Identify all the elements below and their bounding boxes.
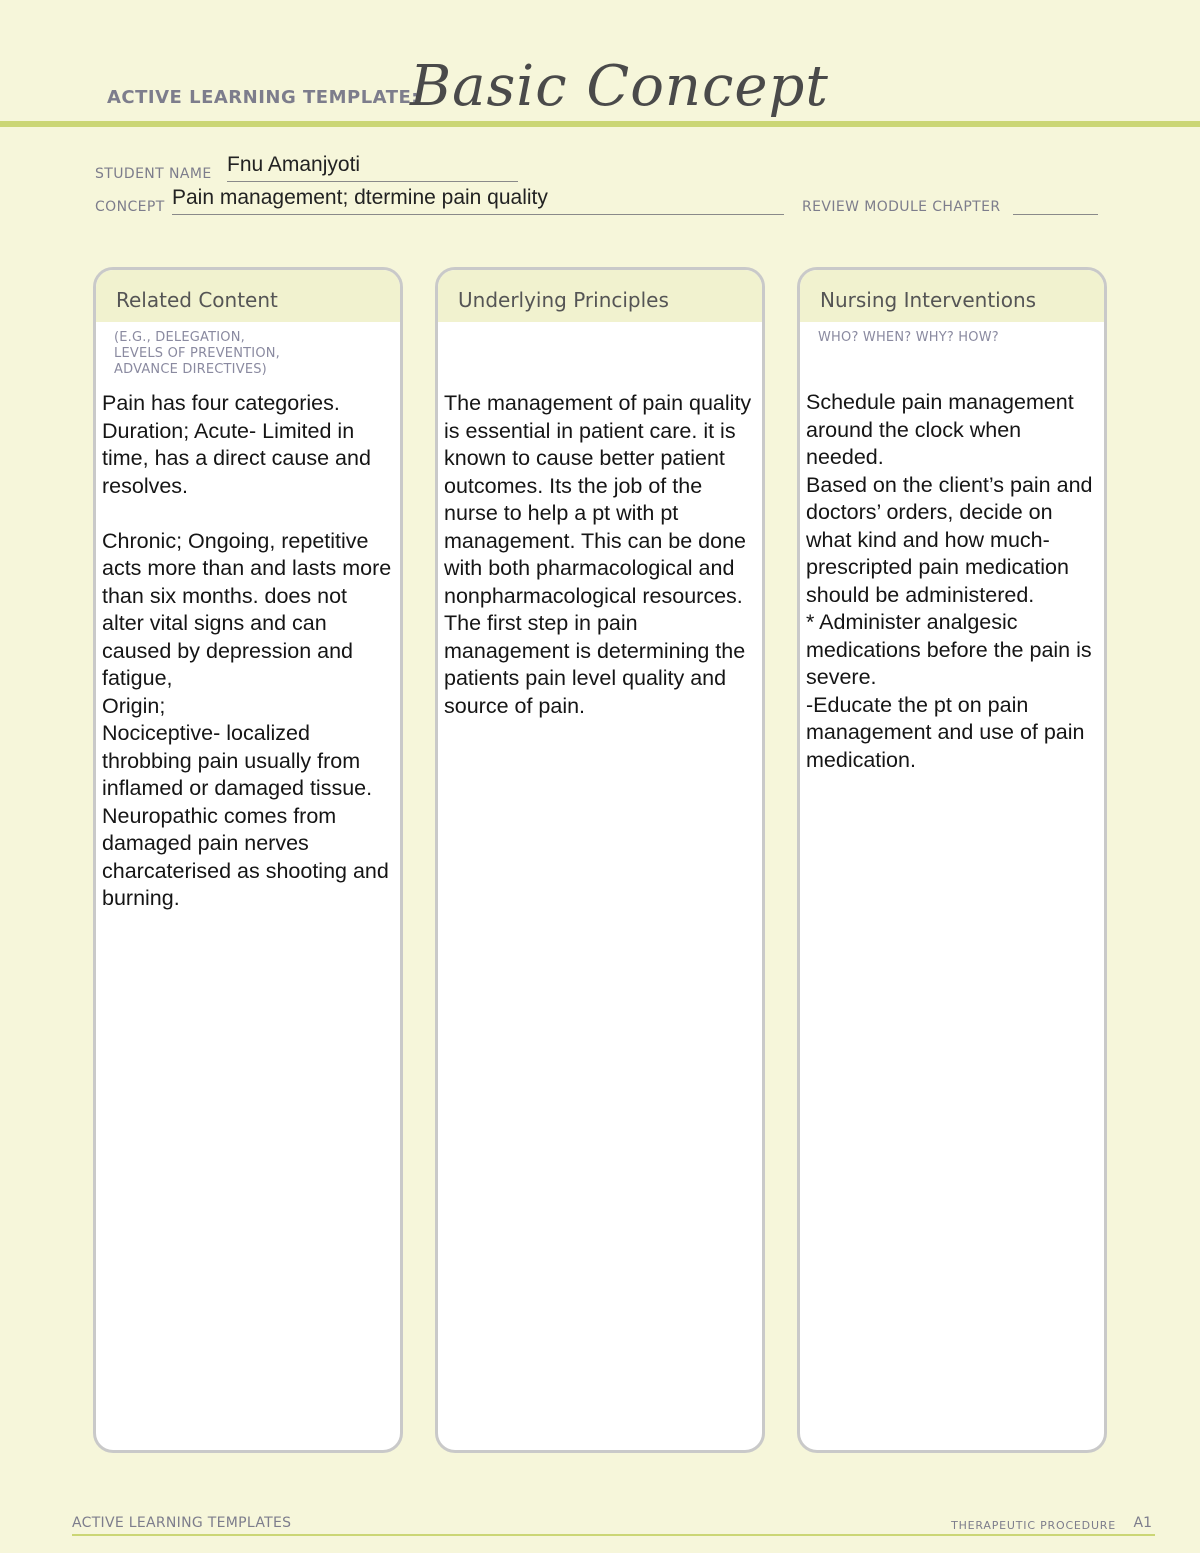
paragraph: The management of pain quality is essential in patient care. it is known to cause better patient outcomes. Its the job of the nurse to help a pt with pt management. This can be done with both pharmacological and nonpharmacological resources. The first step in pain management is determining the patients pain level quality and source of pain. [444, 391, 752, 718]
underlying-principles-heading: Underlying Principles [438, 270, 762, 322]
header-divider [0, 121, 1200, 127]
related-content-panel [93, 267, 403, 1453]
nursing-interventions-panel [797, 267, 1107, 1453]
page-header [0, 0, 1200, 128]
student-name-underline [227, 181, 518, 182]
review-module-field[interactable] [1013, 214, 1098, 215]
student-name-field[interactable]: Fnu Amanjyoti [227, 153, 361, 176]
paragraph: Chronic; Ongoing, repetitive acts more than and lasts more than six months. does not alter vital signs and can caused by depression and fatigue, [102, 528, 392, 690]
subtitle-line: (E.G., DELEGATION, [114, 330, 245, 345]
underlying-principles-text[interactable] [444, 390, 756, 720]
footer-procedure-label: THERAPEUTIC PROCEDURE [951, 1519, 1116, 1532]
concept-field[interactable]: Pain management; dtermine pain quality [172, 186, 548, 209]
related-content-text[interactable] [102, 390, 394, 913]
template-label: ACTIVE LEARNING TEMPLATE: [107, 87, 419, 108]
paragraph: Duration; Acute- Limited in time, has a direct cause and resolves. [102, 418, 371, 498]
paragraph: Based on the client’s pain and doctors’ orders, decide on what kind and how much-prescripted pain medication should be administered. [806, 472, 1093, 607]
subtitle-line: LEVELS OF PREVENTION, [114, 346, 281, 361]
paragraph: Nociceptive- localized throbbing pain usually from inflamed or damaged tissue. [102, 721, 373, 800]
nursing-interventions-subtitle [800, 322, 1104, 346]
footer-divider [72, 1534, 1155, 1536]
concept-label: CONCEPT [95, 199, 165, 215]
page-title: Basic Concept [410, 54, 829, 119]
review-module-label: REVIEW MODULE CHAPTER [802, 199, 1001, 215]
related-content-heading: Related Content [96, 270, 400, 322]
underlying-principles-panel [435, 267, 765, 1453]
subtitle-line: WHO? WHEN? WHY? HOW? [818, 330, 999, 345]
nursing-interventions-text[interactable] [806, 389, 1098, 774]
concept-underline [172, 214, 784, 215]
paragraph-spacer [102, 500, 394, 528]
paragraph: -Educate the pt on pain management and use of pain medication. [806, 692, 1085, 772]
paragraph: Schedule pain management around the clock when needed. [806, 390, 1074, 469]
footer-templates-label: ACTIVE LEARNING TEMPLATES [72, 1515, 292, 1531]
paragraph: Origin; [102, 693, 166, 718]
paragraph: * Administer analgesic medications before the pain is severe. [806, 610, 1092, 689]
paragraph: Neuropathic comes from damaged pain nerves charcaterised as shooting and burning. [102, 803, 389, 910]
page-number: A1 [1133, 1515, 1152, 1531]
related-content-subtitle [96, 322, 400, 378]
subtitle-line: ADVANCE DIRECTIVES) [114, 362, 267, 377]
nursing-interventions-heading: Nursing Interventions [800, 270, 1104, 322]
student-name-label: STUDENT NAME [95, 166, 212, 182]
paragraph: Pain has four categories. [102, 391, 340, 415]
